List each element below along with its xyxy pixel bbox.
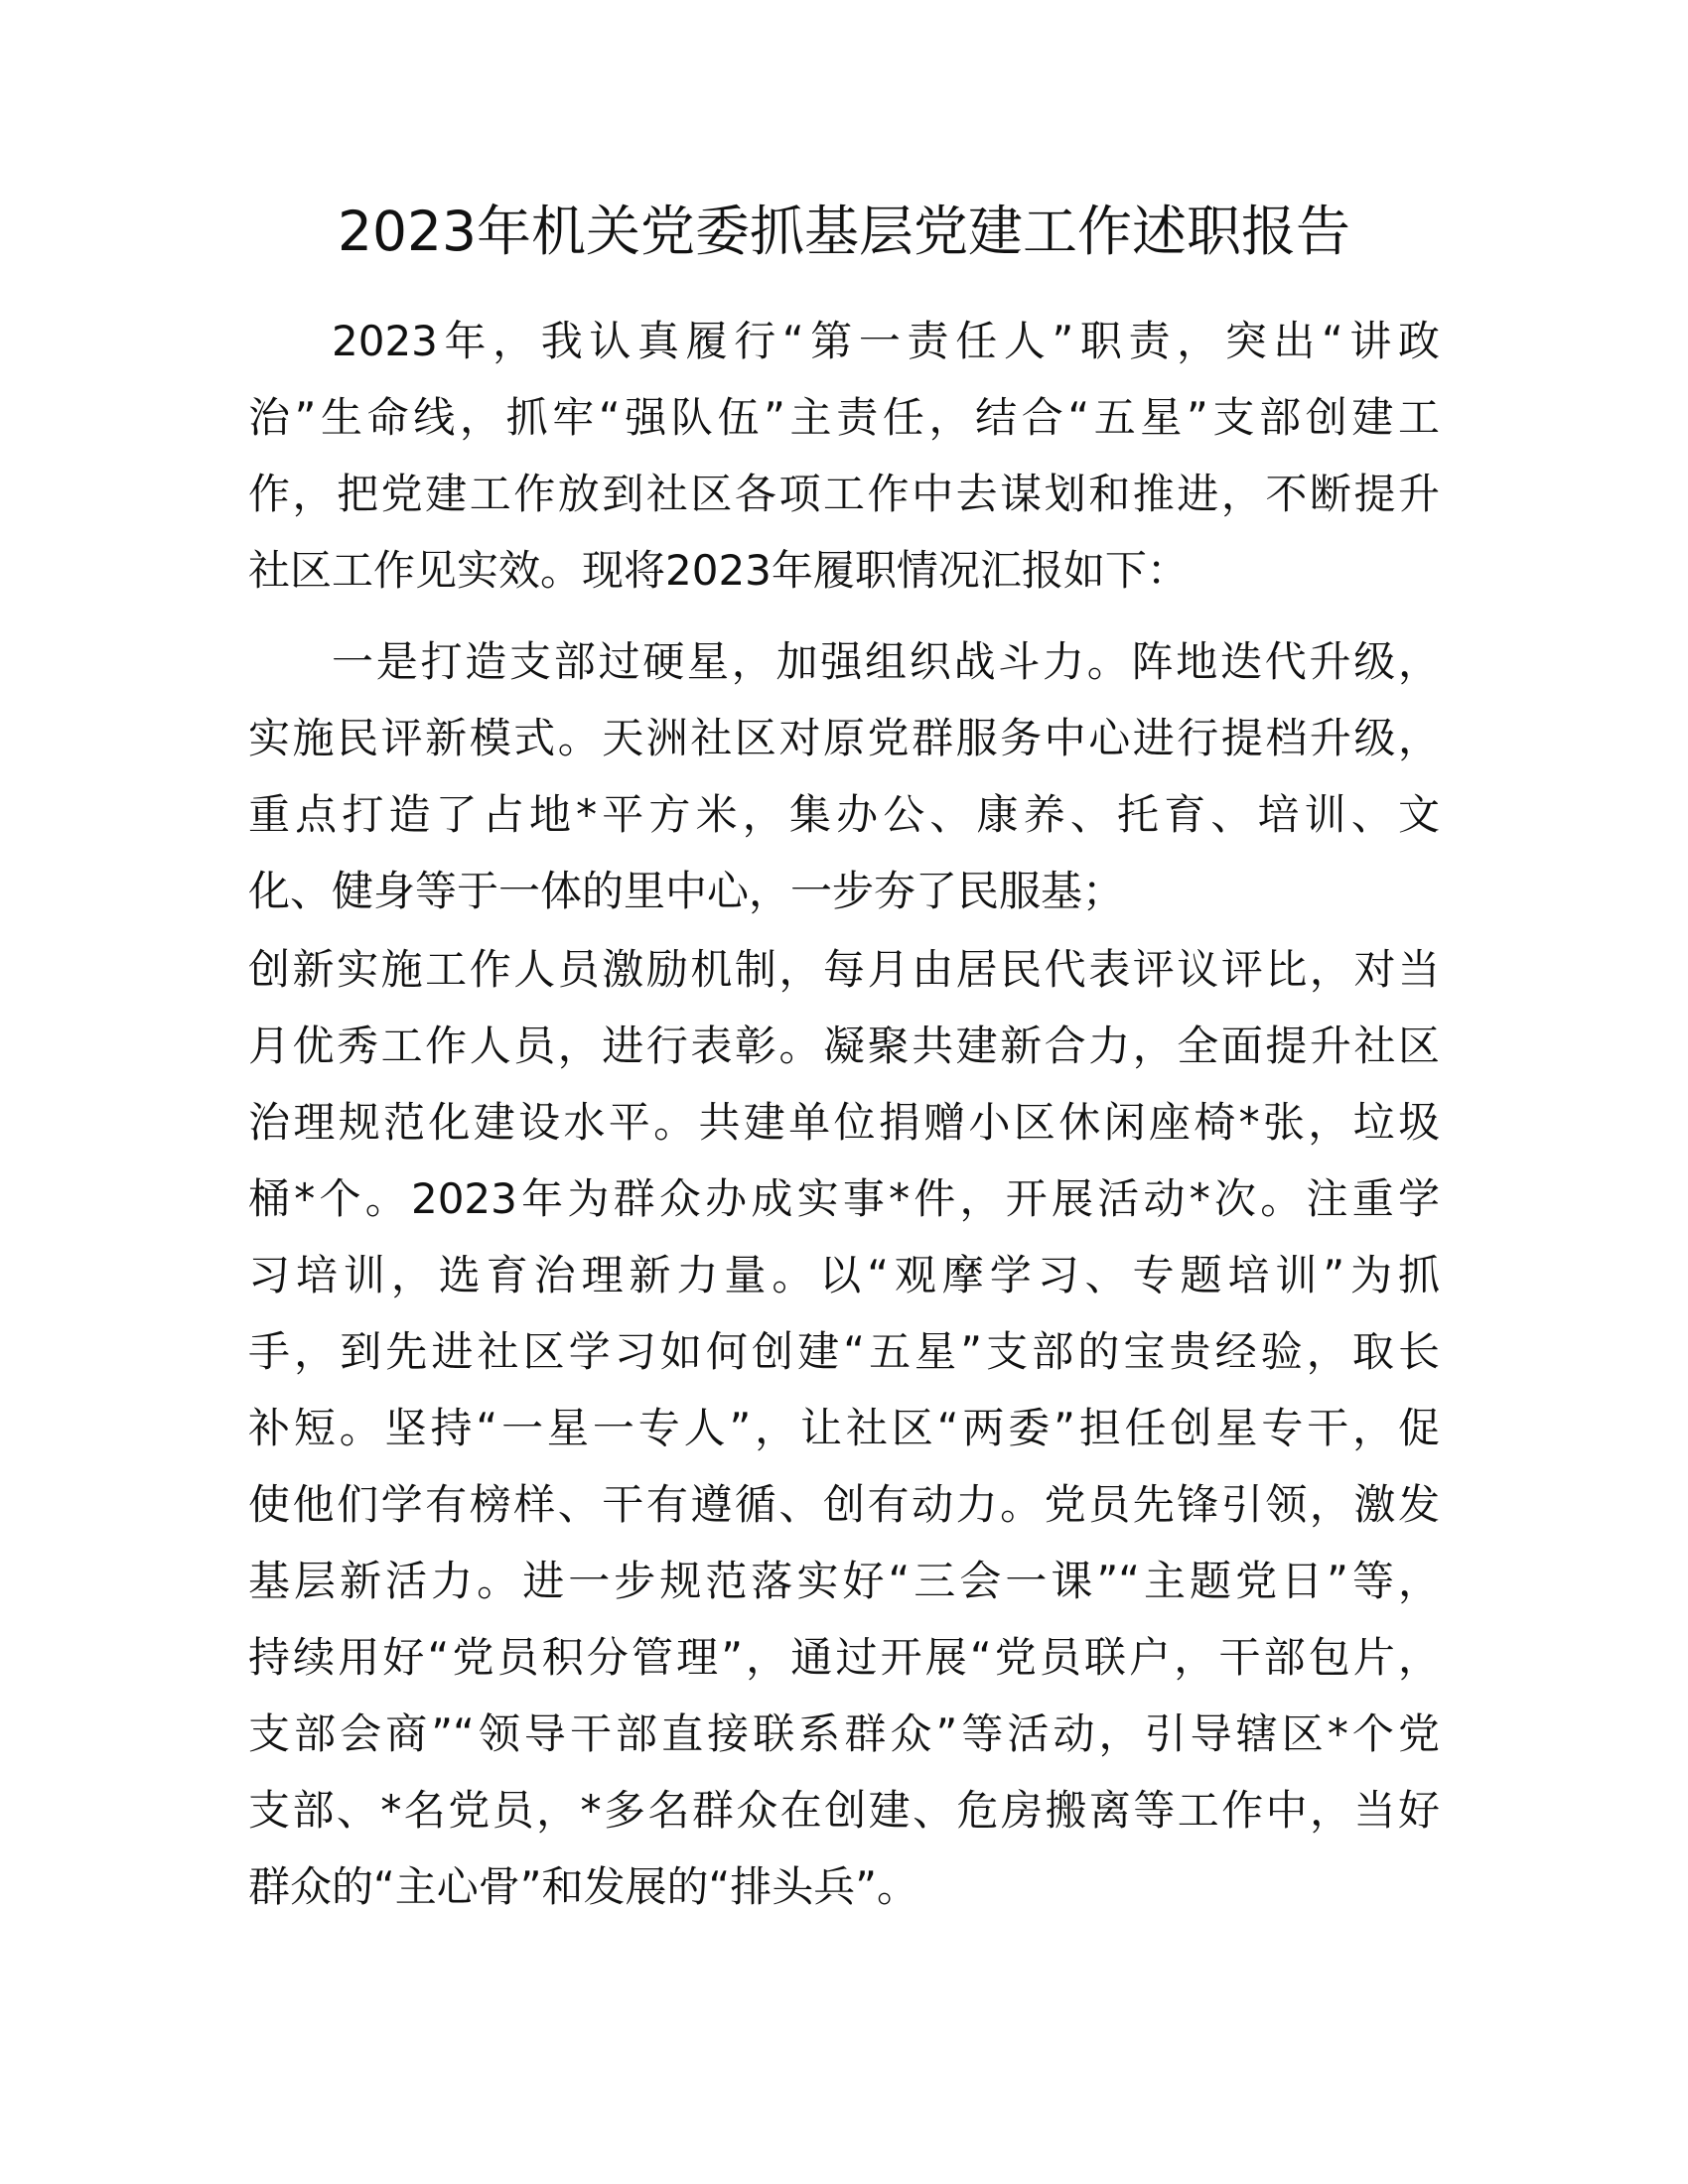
text-line: 化、健身等于一体的里中心，一步夯了民服基； bbox=[248, 867, 1125, 915]
paragraph-continuation bbox=[248, 931, 1440, 1925]
text-line: 基层新活力。进一步规范落实好“三会一课”“主题党日”等， bbox=[248, 1557, 1440, 1605]
paragraph-intro bbox=[248, 303, 1440, 609]
text-line: 月优秀工作人员，进行表彰。凝聚共建新合力，全面提升社区 bbox=[248, 1022, 1440, 1070]
text-line: 2023年，我认真履行“第一责任人”职责，突出“讲政 bbox=[332, 317, 1440, 365]
document-title: 2023年机关党委抓基层党建工作述职报告 bbox=[338, 200, 1350, 263]
text-line: 治理规范化建设水平。共建单位捐赠小区休闲座椅*张，垃圾 bbox=[248, 1098, 1440, 1147]
text-line: 补短。坚持“一星一专人”，让社区“两委”担任创星专干，促 bbox=[248, 1404, 1440, 1452]
text-line: 创新实施工作人员激励机制，每月由居民代表评议评比，对当 bbox=[248, 945, 1440, 994]
text-line: 支部会商”“领导干部直接联系群众”等活动，引导辖区*个党 bbox=[248, 1709, 1440, 1758]
text-line: 群众的“主心骨”和发展的“排头兵”。 bbox=[248, 1862, 919, 1911]
text-line: 使他们学有榜样、干有遵循、创有动力。党员先锋引领，激发 bbox=[248, 1480, 1440, 1529]
text-line: 重点打造了占地*平方米，集办公、康养、托育、培训、文 bbox=[248, 790, 1440, 839]
text-line: 社区工作见实效。现将2023年履职情况汇报如下： bbox=[248, 546, 1189, 595]
text-line: 持续用好“党员积分管理”，通过开展“党员联户，干部包片， bbox=[248, 1633, 1440, 1682]
text-line: 治”生命线，抓牢“强队伍”主责任，结合“五星”支部创建工 bbox=[248, 393, 1440, 442]
text-line: 作，把党建工作放到社区各项工作中去谋划和推进，不断提升 bbox=[248, 470, 1440, 518]
text-line: 桶*个。2023年为群众办成实事*件，开展活动*次。注重学 bbox=[248, 1174, 1440, 1223]
text-line: 支部、*名党员，*多名群众在创建、危房搬离等工作中，当好 bbox=[248, 1786, 1440, 1835]
text-line: 实施民评新模式。天洲社区对原党群服务中心进行提档升级， bbox=[248, 714, 1440, 762]
text-line: 一是打造支部过硬星，加强组织战斗力。阵地迭代升级， bbox=[332, 637, 1440, 686]
text-line: 习培训，选育治理新力量。以“观摩学习、专题培训”为抓 bbox=[248, 1251, 1440, 1299]
paragraph-point-one bbox=[248, 623, 1440, 929]
text-line: 手，到先进社区学习如何创建“五星”支部的宝贵经验，取长 bbox=[248, 1327, 1440, 1376]
